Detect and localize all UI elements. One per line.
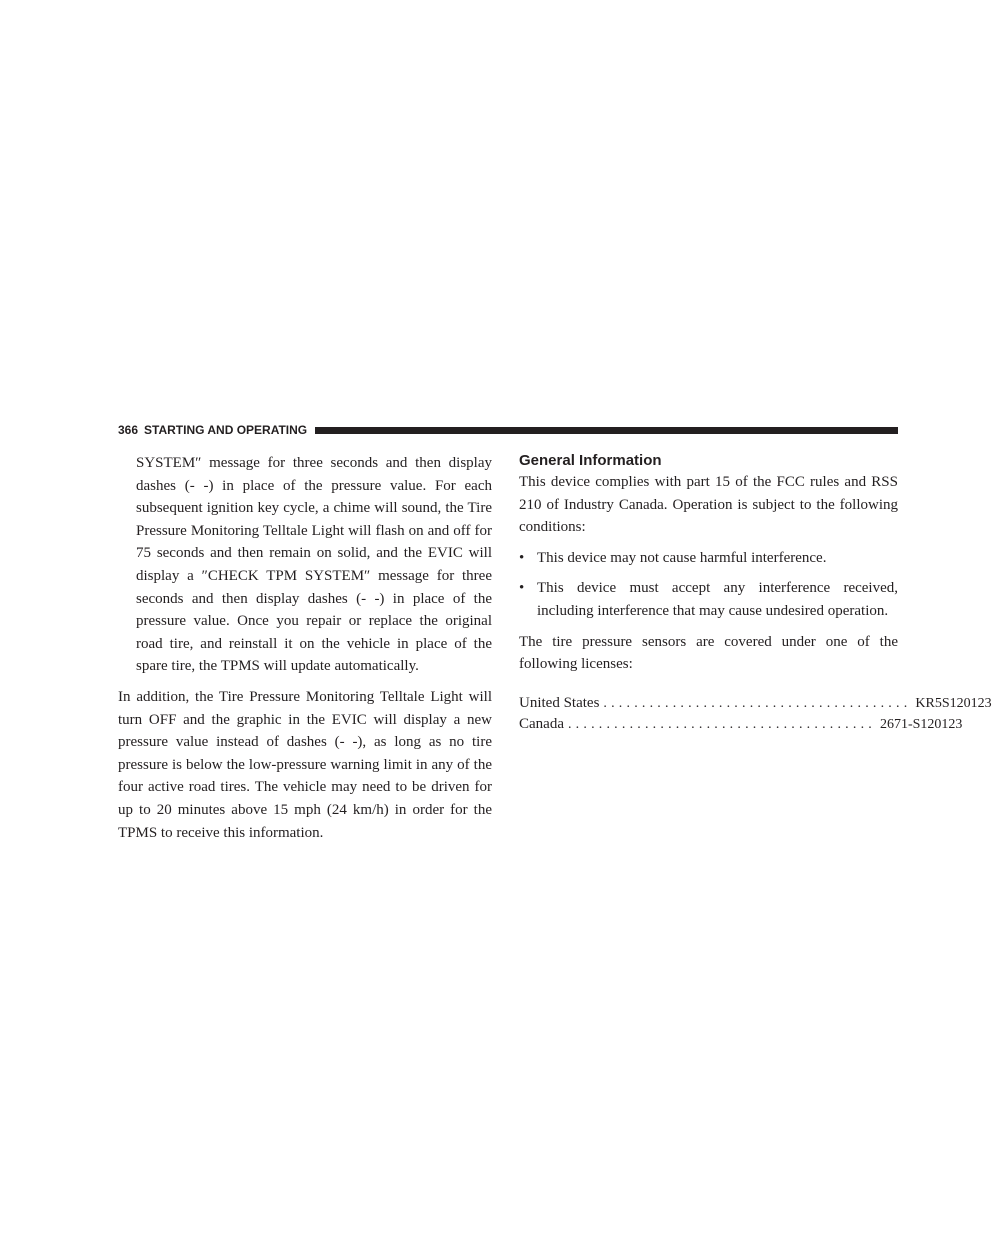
section-title: STARTING AND OPERATING: [144, 423, 308, 437]
license-country: Canada: [519, 715, 564, 732]
continued-paragraph: SYSTEM″ message for three seconds and then display dashes (- -) in place of the pressure value. For each subsequent ignition key cycle, a chime will sound, the Tire Pressure Monitoring Telltale Light will flash on and off for 75 seconds and then remain on solid, and the EVIC will display a ″CHECK TPM SYSTEM″ message for three seconds and then display dashes (- -) in place of the pressure value. Once you repair or replace the original road tire, and reinstall it on the vehicle in place of the spare tire, the TPMS will update automatically.: [136, 455, 492, 675]
license-country: United States: [519, 694, 600, 711]
bullet-icon: •: [519, 549, 525, 566]
license-code: KR5S120123: [915, 695, 992, 711]
list-item: [519, 547, 898, 570]
list-item-text: This device must accept any interference received, including interference that may cause undesired operation.: [537, 580, 898, 619]
section-heading: General Information: [519, 452, 662, 469]
body-paragraph: In addition, the Tire Pressure Monitoring Telltale Light will turn OFF and the graphic in the EVIC will display a new pressure value instead of dashes (- -), as long as no tire pressure is below the low-pressure warning limit in any of the four active road tires. The vehicle may need to be driven for up to 20 minutes above 15 mph (24 km/h) in order for the TPMS to receive this information.: [118, 688, 492, 841]
header-rule: [315, 427, 898, 434]
right-column: [519, 452, 992, 735]
page-number: 366: [118, 423, 139, 437]
license-row: [519, 693, 992, 714]
conditions-list: [519, 547, 898, 623]
list-item: [519, 577, 898, 622]
license-code: 2671-S120123: [879, 716, 963, 732]
licenses-intro: The tire pressure sensors are covered under one of the following licenses:: [519, 633, 898, 673]
page-header: [118, 423, 898, 437]
list-item-text: This device may not cause harmful interference.: [537, 549, 827, 566]
leader-dots: ........................................: [603, 695, 912, 711]
intro-paragraph: This device complies with part 15 of the FCC rules and RSS 210 of Industry Canada. Operation is subject to the following conditions:: [519, 474, 898, 536]
left-column: [118, 452, 492, 844]
licenses-list: [519, 693, 992, 735]
bullet-icon: •: [519, 580, 525, 597]
leader-dots: ........................................: [567, 716, 876, 732]
license-row: [519, 714, 963, 735]
